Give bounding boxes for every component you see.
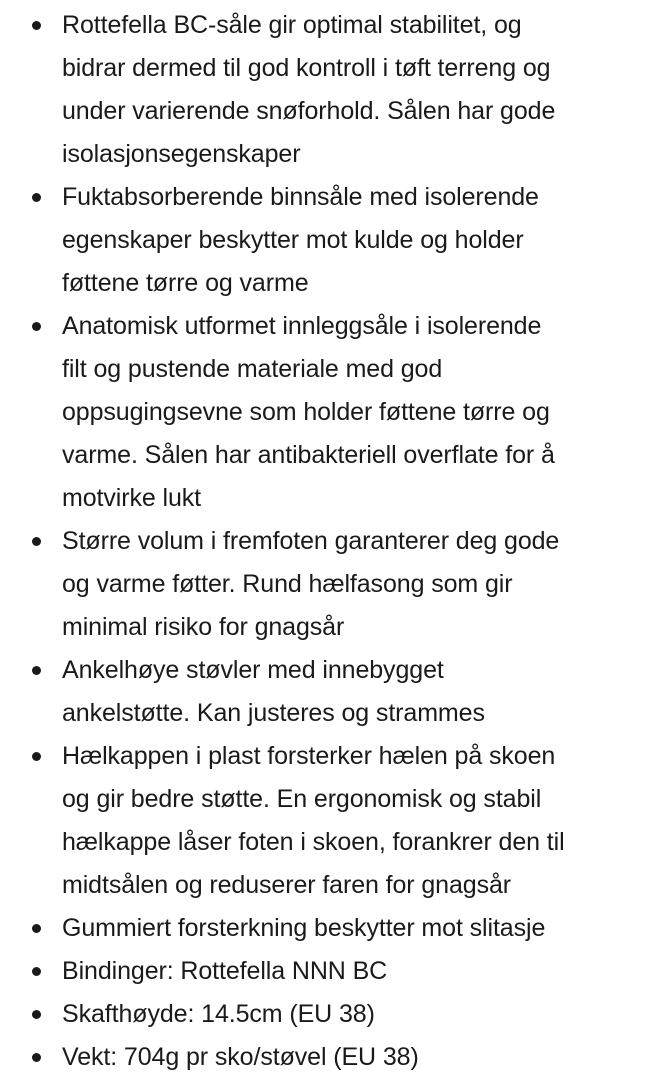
feature-list-item (0, 305, 646, 520)
feature-text-line: Rottefella BC-såle gir optimal stabilitet, og (62, 11, 522, 39)
feature-list-item (0, 735, 646, 907)
feature-list-item (0, 950, 646, 993)
bullet-icon (32, 1053, 41, 1062)
feature-text-line: Anatomisk utformet innleggsåle i isolerende (62, 312, 542, 340)
feature-text-line: varme. Sålen har antibakteriell overflate for å (62, 441, 555, 469)
feature-text-line: hælkappe låser foten i skoen, forankrer den til (62, 828, 565, 856)
feature-text-line: føttene tørre og varme (62, 269, 309, 297)
feature-list-item (0, 649, 646, 735)
feature-text-line: minimal risiko for gnagsår (62, 613, 345, 641)
feature-list-item (0, 993, 646, 1036)
feature-text-line: ankelstøtte. Kan justeres og strammes (62, 699, 485, 727)
bullet-icon (32, 1010, 41, 1019)
feature-text-line: Fuktabsorberende binnsåle med isolerende (62, 183, 539, 211)
bullet-icon (32, 924, 41, 933)
feature-list-item (0, 1036, 646, 1079)
feature-text-line: midtsålen og reduserer faren for gnagsår (62, 871, 512, 899)
bullet-icon (32, 322, 41, 331)
feature-text-line: filt og pustende materiale med god (62, 355, 443, 383)
bullet-icon (32, 21, 41, 30)
feature-list-item (0, 520, 646, 649)
feature-list-item (0, 176, 646, 305)
feature-text-line: Ankelhøye støvler med innebygget (62, 656, 444, 684)
bullet-icon (32, 193, 41, 202)
feature-text-line: og gir bedre støtte. En ergonomisk og stabil (62, 785, 542, 813)
feature-text-line: Vekt: 704g pr sko/støvel (EU 38) (62, 1043, 419, 1071)
feature-list-item (0, 907, 646, 950)
feature-text-line: Gummiert forsterkning beskytter mot slitasje (62, 914, 546, 942)
bullet-icon (32, 967, 41, 976)
feature-text-line: bidrar dermed til god kontroll i tøft terreng og (62, 54, 551, 82)
feature-text-line: isolasjonsegenskaper (62, 140, 301, 168)
feature-text-line: Større volum i fremfoten garanterer deg gode (62, 527, 560, 555)
bullet-icon (32, 666, 41, 675)
feature-text-line: egenskaper beskytter mot kulde og holder (62, 226, 524, 254)
feature-text-line: og varme føtter. Rund hælfasong som gir (62, 570, 513, 598)
feature-list-item (0, 4, 646, 176)
feature-text-line: Skafthøyde: 14.5cm (EU 38) (62, 1000, 375, 1028)
feature-text-line: motvirke lukt (62, 484, 202, 512)
feature-text-line: Bindinger: Rottefella NNN BC (62, 957, 388, 985)
bullet-icon (32, 752, 41, 761)
feature-text-line: under varierende snøforhold. Sålen har gode (62, 97, 556, 125)
feature-text-line: Hælkappen i plast forsterker hælen på skoen (62, 742, 556, 770)
bullet-icon (32, 537, 41, 546)
feature-text-line: oppsugingsevne som holder føttene tørre og (62, 398, 550, 426)
